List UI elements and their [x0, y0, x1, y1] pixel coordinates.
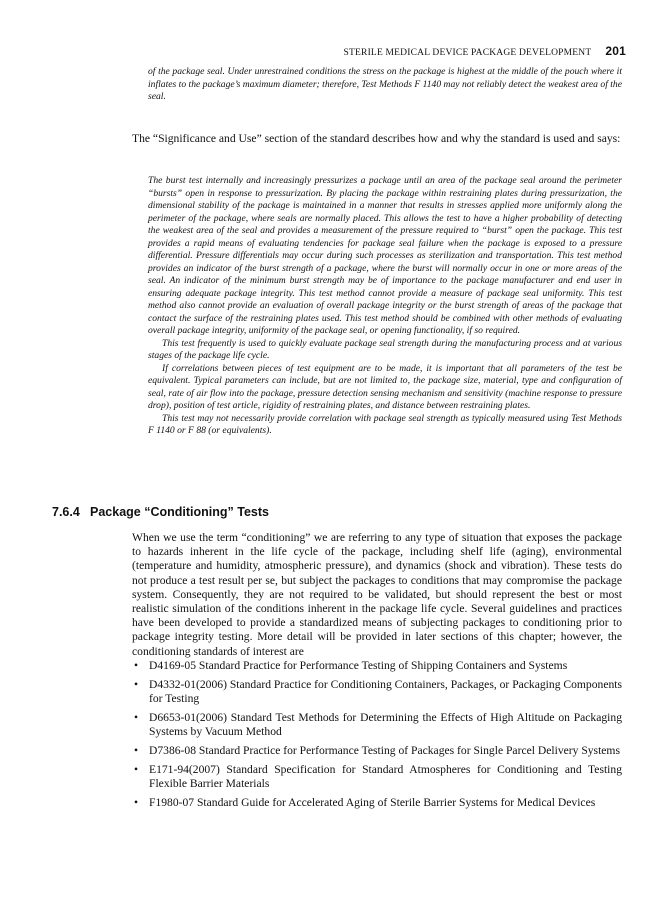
- quote-paragraph: If correlations between pieces of test equipment are to be made, it is important that all parameters of the test be equivalent. Typical parameters can include, but are not limited to, the package size, material, type and configuration of seal, rate of air flow into the package, pressure detection sensing mechanism and sensitivity (machine response to pressure drop), position of test article, rigidity of restraining plates, and distance between restraining plates.: [148, 362, 622, 411]
- list-item: [132, 678, 622, 706]
- list-item-text: D4332-01(2006) Standard Practice for Conditioning Containers, Packages, or Packaging Components for Testing: [149, 677, 623, 705]
- list-item-text: E171-94(2007) Standard Specification for Standard Atmospheres for Conditioning and Testing Flexible Barrier Materials: [149, 762, 622, 790]
- bullet-icon: •: [134, 710, 139, 724]
- running-title: STERILE MEDICAL DEVICE PACKAGE DEVELOPMENT: [343, 48, 592, 58]
- quote-paragraph: The burst test internally and increasingly pressurizes a package until an area of the package seal around the perimeter “bursts” open in response to pressurization. By placing the package within restraining plates during pressurization, the dimensional stability of the package is maintained in a manner that results in stresses applied more uniformly along the perimeter of the package, where seals are normally placed. This allows the test to have a higher probability of detecting the weakest area of the seal and provides a measurement of the pressure required to “burst” open the package. This test provides a rapid means of evaluating tendencies for package seal failure when the package is exposed to a pressure differential. Pressure differentials may occur during such processes as sterilization and transportation. This test method provides an indicator of the burst strength of a package, where the burst will normally occur in one or more areas of the seal. An indicator of the minimum burst strength may be of importance to the package manufacturer and end user in ensuring adequate package integrity. This test method cannot provide a measure of package seal uniformity. This test method also cannot provide an evaluation of overall package integrity or the burst strength of areas of the package that contact the surface of the restraining plates used. This test method should be combined with other methods of evaluating overall package integrity, uniformity of the package seal, or opening functionality, if so required.: [148, 175, 622, 336]
- list-item-text: D6653-01(2006) Standard Test Methods for Determining the Effects of High Altitude on Packaging Systems by Vacuum Method: [149, 710, 622, 738]
- list-item: [132, 711, 622, 739]
- quote-continuation: of the package seal. Under unrestrained conditions the stress on the package is highest at the middle of the pouch where it inflates to the package’s maximum diameter; therefore, Test Methods F 1140 may not reliably detect the weakest area of the seal.: [148, 66, 622, 102]
- bullet-icon: •: [134, 762, 139, 776]
- quote-paragraph: This test frequently is used to quickly evaluate package seal strength during the manufacturing process and at various stages of the package life cycle.: [148, 337, 622, 361]
- intro-paragraph: The “Significance and Use” section of the standard describes how and why the standard is used and says:: [132, 132, 621, 145]
- section-title: Package “Conditioning” Tests: [90, 505, 269, 519]
- list-item: [132, 659, 622, 673]
- list-item: [132, 744, 622, 758]
- list-item-text: D4169-05 Standard Practice for Performance Testing of Shipping Containers and Systems: [149, 659, 568, 672]
- bullet-icon: •: [134, 659, 139, 672]
- bullet-icon: •: [134, 677, 139, 691]
- conditioning-paragraph: When we use the term “conditioning” we are referring to any type of situation that exposes the package to hazards inherent in the life cycle of the package, including shelf life (aging), environmental (temperature and humidity, atmospheric pressure), and dynamics (shock and vibration). These tests do not produce a test result per se, but subject the packages to conditions that may compromise the package system. Consequently, they are not required to be validated, but should represent the best or most realistic simulation of the conditions inherent in the package life cycle. Several guidelines and practices have been developed to provide a standardized means of subjecting packages to conditioning prior to package integrity testing. More detail will be provided in later sections of this chapter; however, the conditioning standards of interest are: [132, 531, 622, 658]
- list-item: [132, 763, 622, 791]
- quote-paragraph: This test may not necessarily provide correlation with package seal strength as typically measured using Test Methods F 1140 or F 88 (or equivalents).: [148, 412, 622, 436]
- section-heading: [52, 505, 269, 519]
- page-number: 201: [605, 44, 626, 58]
- section-number: 7.6.4: [52, 505, 80, 519]
- list-item-text: F1980-07 Standard Guide for Accelerated Aging of Sterile Barrier Systems for Medical Devices: [149, 795, 596, 809]
- bullet-icon: •: [134, 743, 139, 757]
- bullet-icon: •: [134, 795, 139, 809]
- running-head: [0, 44, 626, 58]
- standards-list: [132, 659, 622, 814]
- significance-quote: [148, 175, 622, 438]
- list-item-text: D7386-08 Standard Practice for Performance Testing of Packages for Single Parcel Delivery Systems: [149, 743, 620, 757]
- list-item: [132, 796, 622, 810]
